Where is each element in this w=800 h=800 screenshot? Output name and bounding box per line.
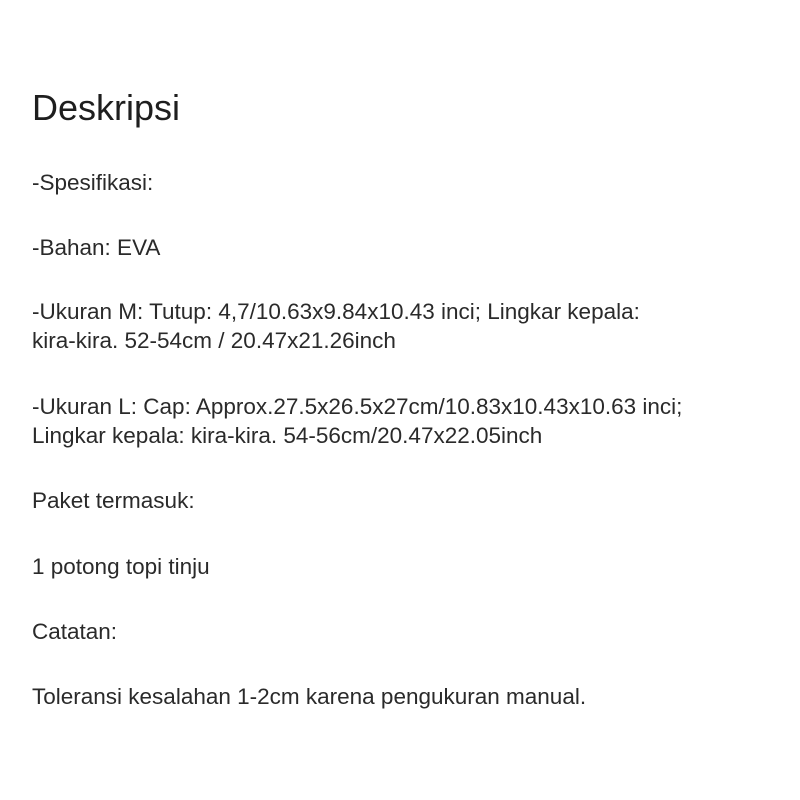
note-heading-line: Catatan: <box>32 619 118 644</box>
material-line-text: -Bahan: EVA <box>32 235 161 260</box>
package-heading <box>32 486 195 515</box>
note-text <box>32 682 586 711</box>
size-m-line-2: kira-kira. 52-54cm / 20.47x21.26inch <box>32 328 396 353</box>
package-contents <box>32 552 210 581</box>
note-text-line: Toleransi kesalahan 1-2cm karena pengukuran manual. <box>32 684 587 709</box>
note-heading <box>32 617 117 646</box>
size-m-paragraph <box>32 297 640 355</box>
description-title: Deskripsi <box>32 87 181 128</box>
package-heading-line: Paket termasuk: <box>32 488 195 513</box>
package-contents-line: 1 potong topi tinju <box>32 554 210 579</box>
spec-heading-line: -Spesifikasi: <box>32 170 154 195</box>
material-line <box>32 233 160 262</box>
size-l-line-2: Lingkar kepala: kira-kira. 54-56cm/20.47x22.05inch <box>32 423 543 448</box>
size-m-line-1: -Ukuran M: Tutup: 4,7/10.63x9.84x10.43 inci; Lingkar kepala: <box>32 299 640 324</box>
size-l-line-1: -Ukuran L: Cap: Approx.27.5x26.5x27cm/10.83x10.43x10.63 inci; <box>32 394 683 419</box>
description-page <box>32 0 772 800</box>
size-l-paragraph <box>32 392 682 450</box>
spec-heading <box>32 168 153 197</box>
